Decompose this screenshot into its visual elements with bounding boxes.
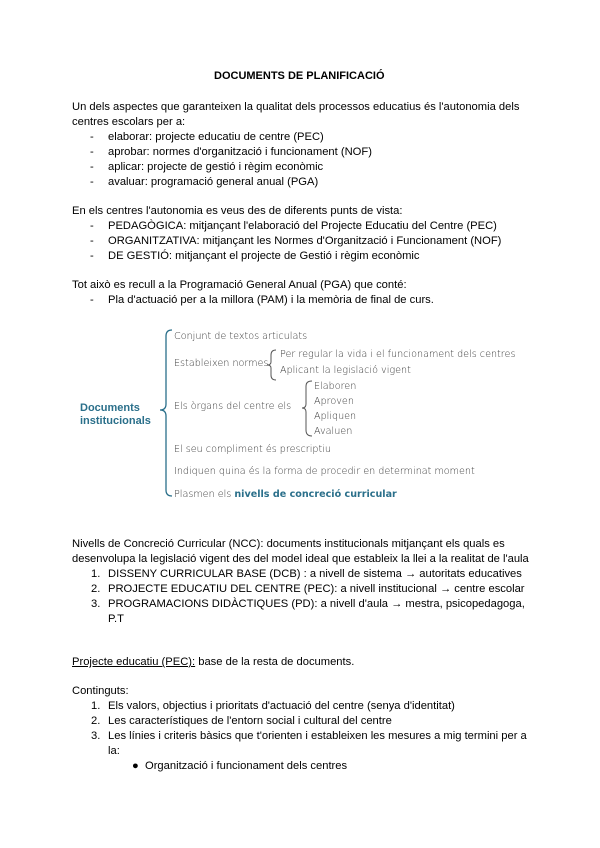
bullet-dash: - bbox=[90, 161, 94, 173]
list-number: 2. bbox=[91, 583, 101, 595]
bullet-dash: - bbox=[90, 235, 94, 247]
ncc-line-2: desenvolupa la legislació vigent des del model ideal que estableix la llei a la realitat de l'aula bbox=[72, 553, 529, 565]
bullet-dash: - bbox=[90, 220, 94, 232]
list-item: PROGRAMACIONS DIDÀCTIQUES (PD): a nivell d'aula → mestra, psicopedagoga, bbox=[108, 598, 525, 610]
list-number: 3. bbox=[91, 730, 101, 742]
diagram-branch: Conjunt de textos articulats bbox=[174, 331, 308, 342]
intro-line-1: Un dels aspectes que garanteixen la qualitat dels processos educatius és l'autonomia dels bbox=[72, 101, 520, 113]
diagram-branch-text: Plasmen els bbox=[174, 489, 232, 500]
list-item: PEDAGÒGICA: mitjançant l'elaboració del Projecte Educatiu del Centre (PEC) bbox=[108, 220, 497, 232]
bullet-dash: - bbox=[90, 250, 94, 262]
list-number: 1. bbox=[91, 700, 101, 712]
organs-sub-item: Elaboren bbox=[314, 381, 357, 392]
list-number: 3. bbox=[91, 598, 101, 610]
bullet-dot-icon: ● bbox=[132, 760, 139, 772]
list-number: 2. bbox=[91, 715, 101, 727]
list-item: avaluar: programació general anual (PGA) bbox=[108, 176, 319, 188]
pec-rest: base de la resta de documents. bbox=[195, 656, 355, 668]
list-item: elaborar: projecte educatiu de centre (PEC) bbox=[108, 131, 324, 143]
organs-sub-item: Apliquen bbox=[314, 411, 357, 422]
list-item: Les característiques de l'entorn social i cultural del centre bbox=[108, 715, 392, 727]
list-item: ORGANITZATIVA: mitjançant les Normes d'Organització i Funcionament (NOF) bbox=[108, 235, 502, 247]
list-item-continuation: P.T bbox=[108, 613, 124, 625]
sub-list-item: Organització i funcionament dels centres bbox=[145, 760, 348, 772]
continguts-heading: Continguts: bbox=[72, 685, 129, 697]
list-item: Pla d'actuació per a la millora (PAM) i la memòria de final de curs. bbox=[108, 294, 434, 306]
bullet-dash: - bbox=[90, 146, 94, 158]
pec-line bbox=[72, 656, 354, 668]
list-item: aprobar: normes d'organització i funcionament (NOF) bbox=[108, 146, 372, 158]
diagram-branch-bold: nivells de concreció curricular bbox=[234, 489, 397, 500]
list-item: DE GESTIÓ: mitjançant el projecte de Gestió i règim econòmic bbox=[108, 250, 420, 262]
bullet-dash: - bbox=[90, 131, 94, 143]
pec-label: Projecte educatiu (PEC): bbox=[72, 656, 196, 668]
ncc-line-1: Nivells de Concreció Curricular (NCC): documents institucionals mitjançant els quals es bbox=[72, 538, 505, 550]
diagram-branch: Estableixen normes bbox=[174, 358, 269, 369]
list-item: aplicar: projecte de gestió i règim econòmic bbox=[108, 161, 324, 173]
organs-sub-item: Aproven bbox=[314, 396, 354, 407]
list-number: 1. bbox=[91, 568, 101, 580]
intro-line-2: centres escolars per a: bbox=[72, 116, 186, 128]
list-item: DISSENY CURRICULAR BASE (DCB) : a nivell de sistema → autoritats educatives bbox=[108, 568, 522, 580]
diagram-branch-last bbox=[174, 489, 397, 500]
organs-sub-item: Avaluen bbox=[314, 426, 353, 437]
normes-sub-item: Aplicant la legislació vigent bbox=[280, 365, 411, 376]
diagram-root-label-2: institucionals bbox=[80, 415, 151, 427]
diagram-branch: El seu compliment és prescriptiu bbox=[174, 444, 332, 455]
autonomy-line: En els centres l'autonomia es veus des de diferents punts de vista: bbox=[72, 205, 403, 217]
diagram-root-label-1: Documents bbox=[80, 402, 140, 414]
page-title: DOCUMENTS DE PLANIFICACIÓ bbox=[214, 70, 385, 82]
list-item: PROJECTE EDUCATIU DEL CENTRE (PEC): a nivell institucional → centre escolar bbox=[108, 583, 525, 595]
diagram-branch: Indiquen quina és la forma de procedir en determinat moment bbox=[174, 466, 475, 477]
pga-line: Tot això es recull a la Programació General Anual (PGA) que conté: bbox=[72, 279, 407, 291]
bullet-dash: - bbox=[90, 176, 94, 188]
bullet-dash: - bbox=[90, 294, 94, 306]
list-item: Els valors, objectius i prioritats d'actuació del centre (senya d'identitat) bbox=[108, 700, 455, 712]
list-item: Les línies i criteris bàsics que t'orienten i estableixen les mesures a mig termini per a bbox=[108, 730, 527, 742]
normes-sub-item: Per regular la vida i el funcionament dels centres bbox=[280, 349, 516, 360]
diagram-branch: Els òrgans del centre els bbox=[174, 401, 292, 412]
list-item-continuation: la: bbox=[108, 745, 120, 757]
